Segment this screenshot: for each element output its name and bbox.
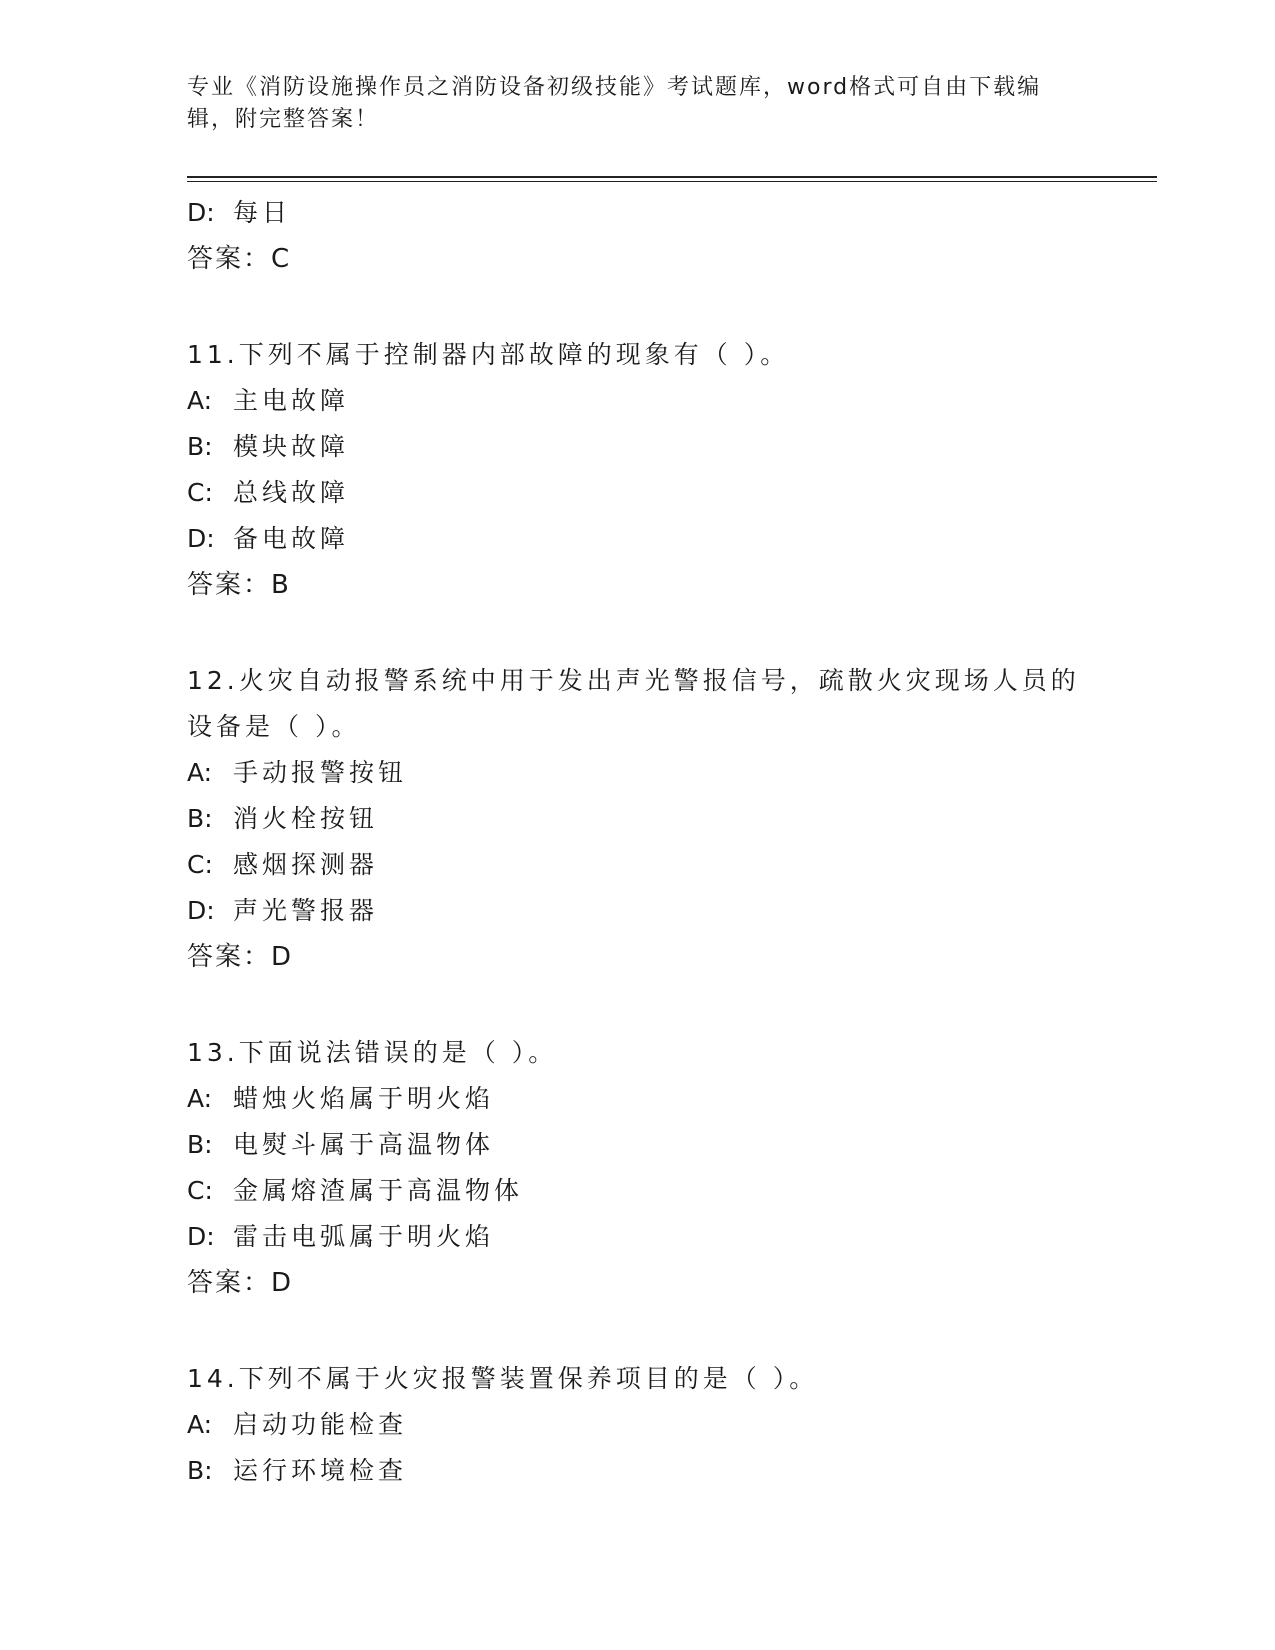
option-key: D: [187,1222,215,1251]
option-text: 蜡烛火焰属于明火焰 [233,1084,495,1113]
option-text: 模块故障 [233,432,350,461]
option-d [187,1214,1157,1260]
option-text: 手动报警按钮 [233,758,408,787]
question-stem: 12.火灾自动报警系统中用于发出声光警报信号，疏散火灾现场人员的设备是（ ）。 [187,666,1080,741]
option-key: C: [187,1176,213,1205]
option-text: 备电故障 [233,524,350,553]
option-key: A: [187,386,213,415]
question-11 [187,332,1157,608]
option-text: 总线故障 [233,478,350,507]
document-page [187,72,1157,1494]
answer: 答案：D [187,942,294,972]
option-text: 消火栓按钮 [233,804,379,833]
option-c [187,1168,1157,1214]
option-key: B: [187,432,213,461]
question-13 [187,1030,1157,1306]
option-d [187,888,1157,934]
option-key: D: [187,198,215,227]
question-14 [187,1356,1157,1494]
option-key: B: [187,804,213,833]
option-b [187,796,1157,842]
option-text: 电熨斗属于高温物体 [233,1130,495,1159]
option-text: 运行环境检查 [233,1456,408,1485]
option-key: D: [187,896,215,925]
answer: 答案：D [187,1268,294,1298]
document-header: 专业《消防设施操作员之消防设备初级技能》考试题库，word格式可自由下载编辑，附完整答案！ [187,75,1042,132]
option-text: 感烟探测器 [233,850,379,879]
document-body [187,190,1157,1494]
option-key: C: [187,478,213,507]
option-d [187,190,1157,236]
option-b [187,1122,1157,1168]
option-key: B: [187,1456,213,1485]
option-a [187,1402,1157,1448]
option-text: 雷击电弧属于明火焰 [233,1222,495,1251]
question-stem: 14.下列不属于火灾报警装置保养项目的是（ ）。 [187,1364,819,1393]
option-text: 启动功能检查 [233,1410,408,1439]
option-c [187,470,1157,516]
option-a [187,378,1157,424]
option-text: 每日 [233,198,292,227]
option-text: 金属熔渣属于高温物体 [233,1176,524,1205]
option-key: A: [187,1084,213,1113]
header-divider [187,176,1157,178]
option-key: D: [187,524,215,553]
option-c [187,842,1157,888]
option-key: B: [187,1130,213,1159]
option-text: 声光警报器 [233,896,379,925]
question-stem: 11.下列不属于控制器内部故障的现象有（ ）。 [187,340,790,369]
option-b [187,424,1157,470]
option-key: A: [187,758,213,787]
option-key: C: [187,850,213,879]
option-a [187,1076,1157,1122]
prev-question-fragment [187,190,1157,282]
option-key: A: [187,1410,213,1439]
option-d [187,516,1157,562]
question-stem: 13.下面说法错误的是（ ）。 [187,1038,558,1067]
option-a [187,750,1157,796]
question-12 [187,658,1157,980]
answer: 答案：B [187,570,291,600]
option-b [187,1448,1157,1494]
answer: 答案：C [187,244,292,274]
option-text: 主电故障 [233,386,350,415]
